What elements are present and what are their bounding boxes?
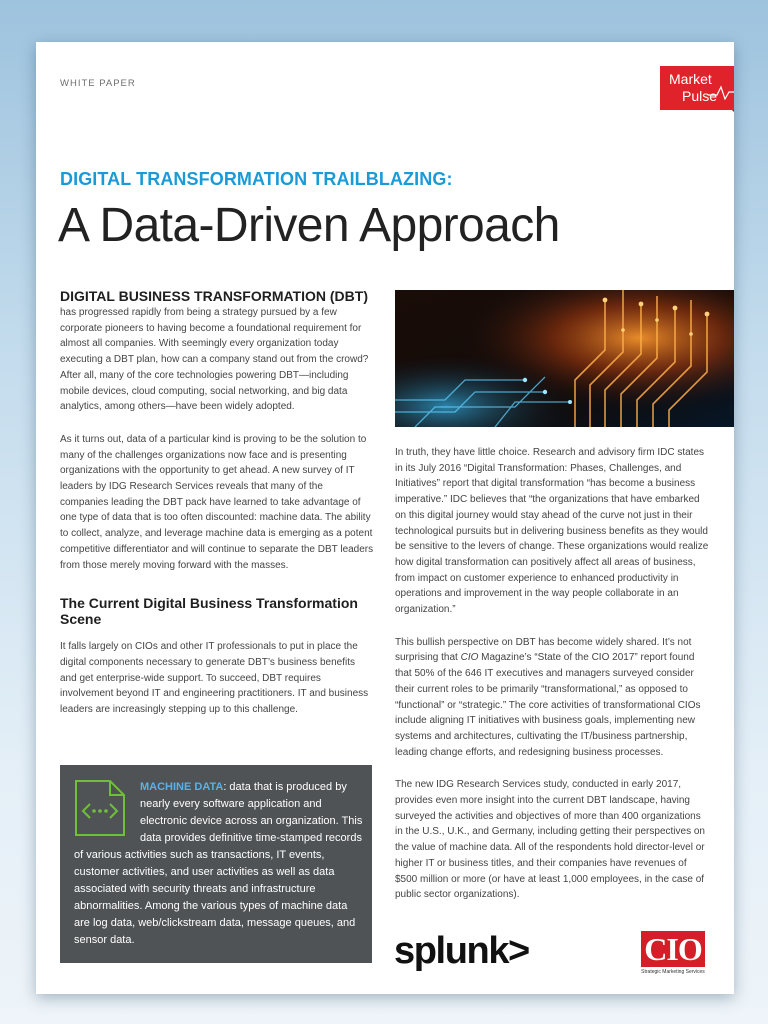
- paragraph-cio-survey: This bullish perspective on DBT has become widely shared. It’s not surprising that CIO Magazine’s “State of the CIO 2017” report found that 50% of the 646 IT executives and managers surveyed consider their current roles to be primarily “transformational,” as opposed to “functional” or “strategic.” The core activities of transformational CIOs include aligning IT initiatives with business goals, implementing new systems and architectures, cultivating the IT/business partnership, leading change efforts, and redesigning business processes.: [395, 636, 701, 758]
- callout-term: MACHINE DATA: [140, 781, 224, 793]
- paragraph-cio-role: It falls largely on CIOs and other IT professionals to put in place the digital components necessary to generate DBT’s business benefits and get enterprise-wide support. To succeed, DBT requires involvement beyond IT and engineering practitioners. IT and business leaders are increasingly stepping up to this challenge.: [60, 641, 369, 716]
- white-paper-page: [36, 42, 734, 994]
- document-kicker: WHITE PAPER: [60, 78, 136, 89]
- splunk-logo: splunk>: [394, 930, 529, 972]
- right-column: [395, 445, 711, 903]
- paragraph-idg-study: The new IDG Research Services study, conducted in early 2017, provides even more insight into the current DBT landscape, having surveyed the activities and objectives of more than 400 organizations in the U.S., U.K., and Germany, including getting their perspectives on the value of machine data. All of the respondents hold director-level or higher IT or business titles, and their companies have revenues of $500 million or more (or have at least 1,000 employees, in the case of public sector organizations).: [395, 779, 705, 901]
- market-pulse-badge: [660, 66, 734, 110]
- paragraph-machine-data: As it turns out, data of a particular kind is proving to be the solution to many of the challenges organizations now face and is presenting organizations with the opportunity to get ahead. A new survey of IT leaders by IDG Research Services reveals that many of the companies leading the DBT pack have learned to take advantage of one type of data that is too often discounted: machine data. The ability to collect, analyze, and leverage machine data is emerging as a potent competitive differentiator and will continue to separate the DBT leaders from those merely moving forward with the masses.: [60, 433, 374, 571]
- page-title: A Data-Driven Approach: [58, 199, 560, 252]
- badge-line2: Pulse: [682, 88, 718, 104]
- subheading: DIGITAL TRANSFORMATION TRAILBLAZING:: [60, 169, 453, 189]
- callout-definition: : data that is produced by nearly every software application and electronic device across an organization. This data provides definitive time-stamped records of various activities such as transactions, IT events, customer activities, and user activities as well as data associated with security threats and infrastructure abnormalities. Among the various types of machine data are log data, web/clickstream data, message queues, and sensor data.: [74, 781, 363, 946]
- pulse-line-icon: [708, 84, 734, 100]
- machine-data-callout: [60, 765, 372, 963]
- section-title-dbt: DIGITAL BUSINESS TRANSFORMATION (DBT): [60, 288, 368, 304]
- badge-fold: [732, 110, 734, 120]
- cio-logo: CIO: [641, 931, 705, 967]
- paragraph-idc: In truth, they have little choice. Research and advisory firm IDC states in its July 2016 “Digital Transformation: Phases, Challenges, and Initiatives” report that digital transformation “has become a business imperative.” IDC believes that “the organizations that have embarked on this digital journey would stay ahead of the curve not just in their technological pursuits but in delivering business benefits as they would be sensitive to the levers of change. These organizations would realize how digital transformation can positively affect all areas of business, from impact on customer experience to enhanced productivity in operations and improvement in the way people collaborate in an organization.”: [395, 447, 709, 616]
- section-title-current-scene: The Current Digital Business Transformation Scene: [60, 595, 358, 628]
- circuit-board-image: [395, 290, 734, 427]
- paragraph-dbt-intro: has progressed rapidly from being a strategy pursued by a few corporate pioneers to having become a foundational requirement for almost all companies. With seemingly every organization today executing a DBT plan, how can a company stand out from the crowd? After all, many of the core technologies powering DBT—including mobile devices, cloud computing, social networking, and big data analytics, among others—have been widely adopted.: [60, 307, 369, 413]
- cio-tagline: Strategic Marketing Services: [641, 969, 705, 975]
- callout-text: [74, 779, 364, 949]
- badge-line1: Market: [669, 71, 712, 87]
- left-column: [60, 288, 374, 718]
